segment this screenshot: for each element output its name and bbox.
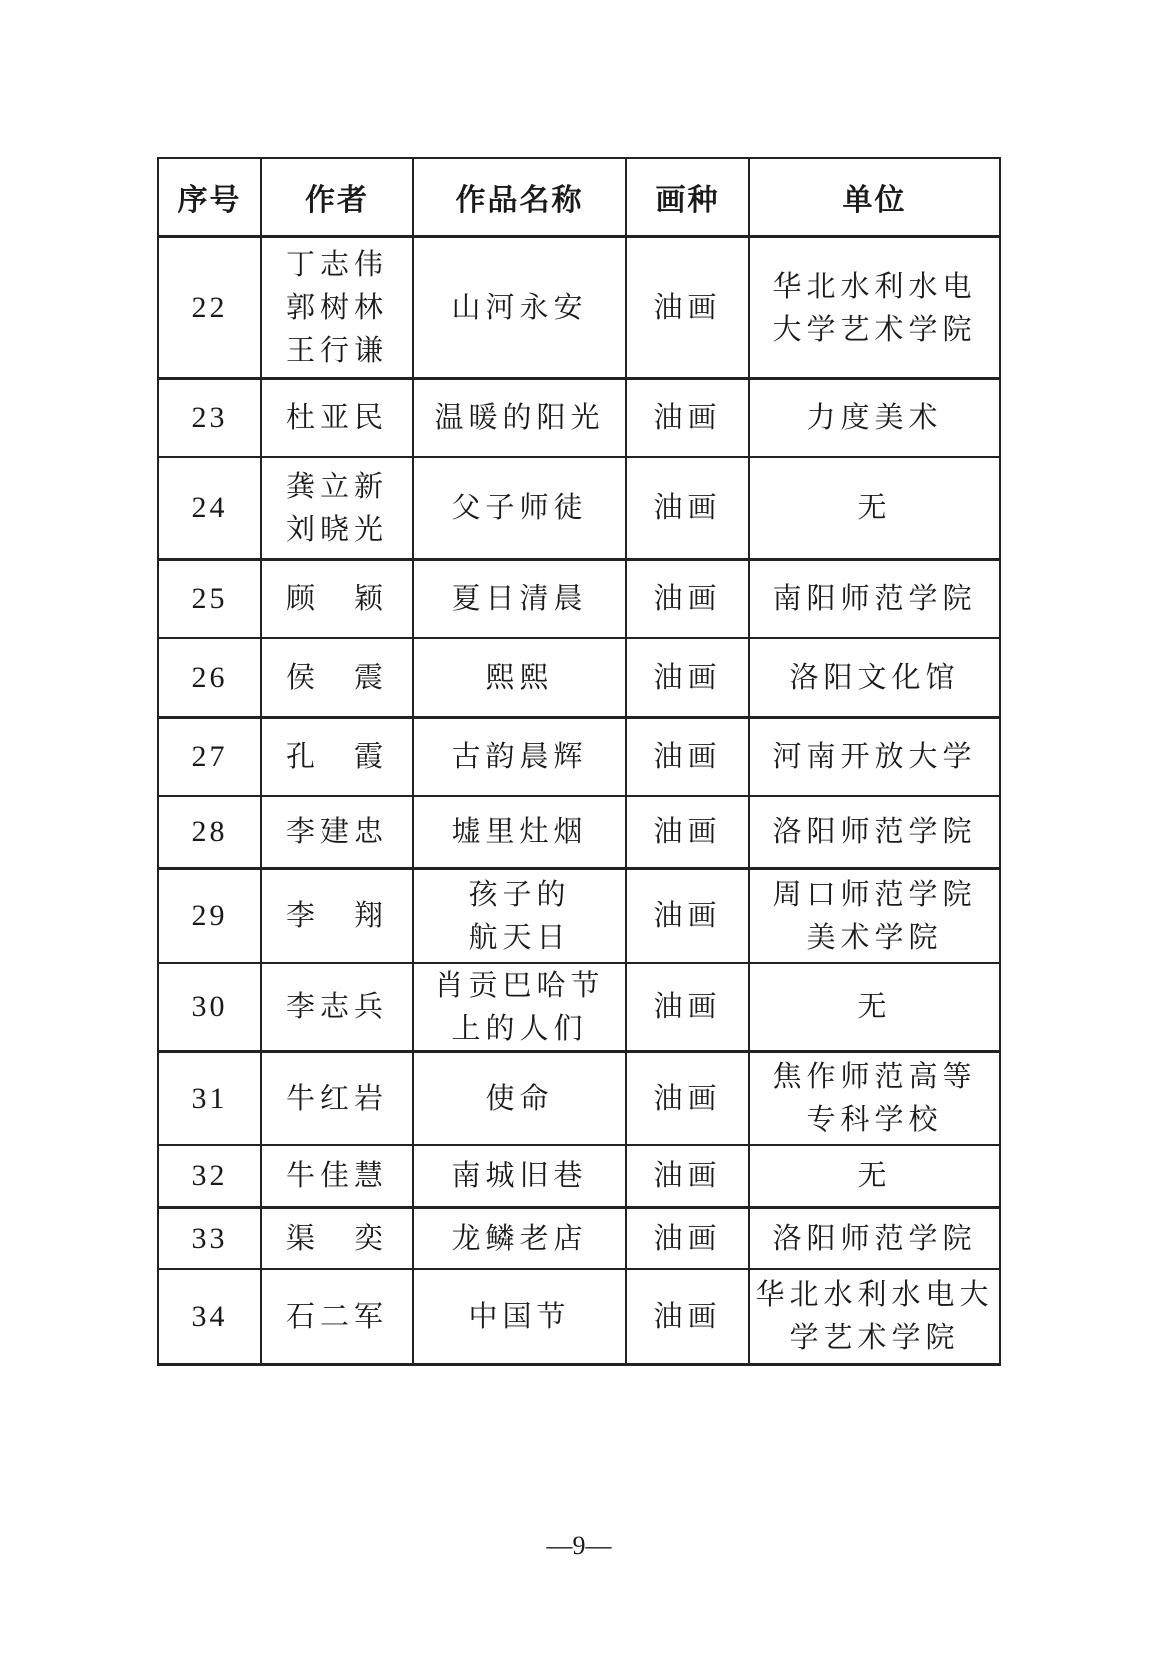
unit-line: 学艺术学院	[789, 1320, 960, 1355]
work-title-line: 肖贡巴哈节	[434, 967, 605, 1002]
cell-painting-type: 油画	[626, 457, 749, 560]
cell-unit	[749, 1145, 1000, 1207]
cell-unit	[749, 869, 1000, 963]
header-work-title: 作品名称	[413, 158, 626, 237]
cell-work-title	[413, 638, 626, 718]
cell-serial-number: 32	[158, 1145, 261, 1207]
work-title-line: 孩子的	[468, 876, 571, 911]
cell-painting-type: 油画	[626, 718, 749, 796]
cell-unit	[749, 379, 1000, 457]
cell-author	[261, 1051, 413, 1145]
author-name: 刘晓光	[285, 511, 388, 546]
cell-unit	[749, 560, 1000, 638]
cell-unit	[749, 457, 1000, 560]
cell-serial-number: 27	[158, 718, 261, 796]
unit-line: 大学艺术学院	[772, 311, 977, 346]
cell-work-title	[413, 1269, 626, 1364]
table-row	[158, 1207, 1000, 1269]
author-name: 侯 震	[285, 659, 388, 694]
unit-line: 美术学院	[806, 919, 943, 954]
table-row	[158, 457, 1000, 560]
cell-unit	[749, 1269, 1000, 1364]
author-name: 王行谦	[285, 333, 388, 367]
cell-work-title	[413, 237, 626, 379]
header-unit: 单位	[749, 158, 1000, 237]
cell-painting-type: 油画	[626, 963, 749, 1052]
unit-line: 河南开放大学	[772, 739, 977, 774]
cell-work-title	[413, 1145, 626, 1207]
cell-serial-number: 31	[158, 1051, 261, 1145]
author-name: 孔 霞	[285, 739, 388, 774]
work-title-line: 古韵晨辉	[451, 739, 588, 774]
cell-work-title	[413, 718, 626, 796]
cell-unit	[749, 718, 1000, 796]
cell-author	[261, 1207, 413, 1269]
cell-author	[261, 796, 413, 869]
unit-line: 周口师范学院	[772, 876, 977, 911]
work-title-line: 熙熙	[485, 659, 554, 694]
cell-unit	[749, 1051, 1000, 1145]
unit-line: 洛阳师范学院	[772, 1220, 977, 1255]
table-body	[158, 237, 1000, 1365]
table-row	[158, 869, 1000, 963]
cell-painting-type: 油画	[626, 237, 749, 379]
cell-author	[261, 560, 413, 638]
work-title-line: 父子师徒	[451, 490, 588, 525]
unit-line: 华北水利水电大	[755, 1277, 994, 1312]
cell-author	[261, 237, 413, 379]
author-name: 郭树林	[285, 290, 388, 324]
header-serial-number: 序号	[158, 158, 261, 237]
cell-work-title	[413, 457, 626, 560]
table-row	[158, 638, 1000, 718]
cell-unit	[749, 796, 1000, 869]
page-number: —9—	[546, 1531, 612, 1560]
work-title-line: 龙鳞老店	[451, 1220, 588, 1255]
work-title-line: 南城旧巷	[451, 1158, 588, 1193]
author-name: 渠 奕	[285, 1220, 388, 1255]
author-name: 李志兵	[285, 989, 388, 1023]
cell-author	[261, 869, 413, 963]
table-row	[158, 796, 1000, 869]
cell-author	[261, 1269, 413, 1364]
header-author: 作者	[261, 158, 413, 237]
author-name: 杜亚民	[285, 400, 388, 435]
unit-line: 力度美术	[806, 400, 943, 435]
cell-unit	[749, 638, 1000, 718]
work-title-line: 上的人们	[451, 1010, 588, 1045]
author-name: 丁志伟	[285, 247, 388, 281]
cell-serial-number: 23	[158, 379, 261, 457]
author-name: 李 翔	[285, 898, 388, 933]
table-row	[158, 963, 1000, 1052]
cell-work-title	[413, 379, 626, 457]
cell-work-title	[413, 1051, 626, 1145]
unit-line: 无	[857, 1158, 892, 1193]
table-header-row	[158, 158, 1000, 237]
author-name: 石二军	[285, 1298, 388, 1333]
cell-painting-type: 油画	[626, 796, 749, 869]
cell-author	[261, 638, 413, 718]
cell-painting-type: 油画	[626, 1207, 749, 1269]
table-row	[158, 1269, 1000, 1364]
author-name: 龚立新	[285, 468, 388, 503]
cell-serial-number: 33	[158, 1207, 261, 1269]
cell-painting-type: 油画	[626, 638, 749, 718]
unit-line: 洛阳师范学院	[772, 814, 977, 849]
cell-painting-type: 油画	[626, 1269, 749, 1364]
unit-line: 焦作师范高等	[772, 1059, 977, 1094]
work-title-line: 山河永安	[451, 290, 588, 324]
cell-unit	[749, 1207, 1000, 1269]
cell-unit	[749, 963, 1000, 1052]
author-name: 李建忠	[285, 814, 388, 849]
unit-line: 专科学校	[806, 1102, 943, 1137]
cell-work-title	[413, 963, 626, 1052]
cell-painting-type: 油画	[626, 560, 749, 638]
work-title-line: 墟里灶烟	[451, 814, 588, 849]
work-title-line: 使命	[485, 1080, 554, 1115]
cell-author	[261, 379, 413, 457]
cell-work-title	[413, 1207, 626, 1269]
work-title-line: 航天日	[468, 919, 571, 954]
cell-serial-number: 24	[158, 457, 261, 560]
cell-painting-type: 油画	[626, 869, 749, 963]
unit-line: 洛阳文化馆	[789, 659, 960, 694]
header-painting-type: 画种	[626, 158, 749, 237]
cell-painting-type: 油画	[626, 379, 749, 457]
unit-line: 华北水利水电	[772, 268, 977, 303]
cell-serial-number: 34	[158, 1269, 261, 1364]
table-row	[158, 1051, 1000, 1145]
unit-line: 无	[857, 989, 892, 1023]
cell-author	[261, 963, 413, 1052]
work-title-line: 温暖的阳光	[434, 400, 605, 435]
unit-line: 南阳师范学院	[772, 581, 977, 616]
cell-serial-number: 29	[158, 869, 261, 963]
work-title-line: 中国节	[468, 1298, 571, 1333]
table-row	[158, 237, 1000, 379]
cell-work-title	[413, 796, 626, 869]
cell-serial-number: 28	[158, 796, 261, 869]
table-row	[158, 560, 1000, 638]
cell-painting-type: 油画	[626, 1051, 749, 1145]
table-row	[158, 718, 1000, 796]
unit-line: 无	[857, 490, 892, 525]
author-name: 牛佳慧	[285, 1158, 388, 1193]
work-title-line: 夏日清晨	[451, 581, 588, 616]
author-name: 牛红岩	[285, 1080, 388, 1115]
cell-serial-number: 30	[158, 963, 261, 1052]
cell-painting-type: 油画	[626, 1145, 749, 1207]
cell-author	[261, 1145, 413, 1207]
cell-work-title	[413, 560, 626, 638]
cell-serial-number: 22	[158, 237, 261, 379]
cell-work-title	[413, 869, 626, 963]
cell-author	[261, 718, 413, 796]
table-row	[158, 379, 1000, 457]
author-name: 顾 颖	[285, 581, 388, 616]
cell-author	[261, 457, 413, 560]
cell-unit	[749, 237, 1000, 379]
cell-serial-number: 25	[158, 560, 261, 638]
table-row	[158, 1145, 1000, 1207]
cell-serial-number: 26	[158, 638, 261, 718]
artwork-roster-table	[157, 157, 1001, 1366]
